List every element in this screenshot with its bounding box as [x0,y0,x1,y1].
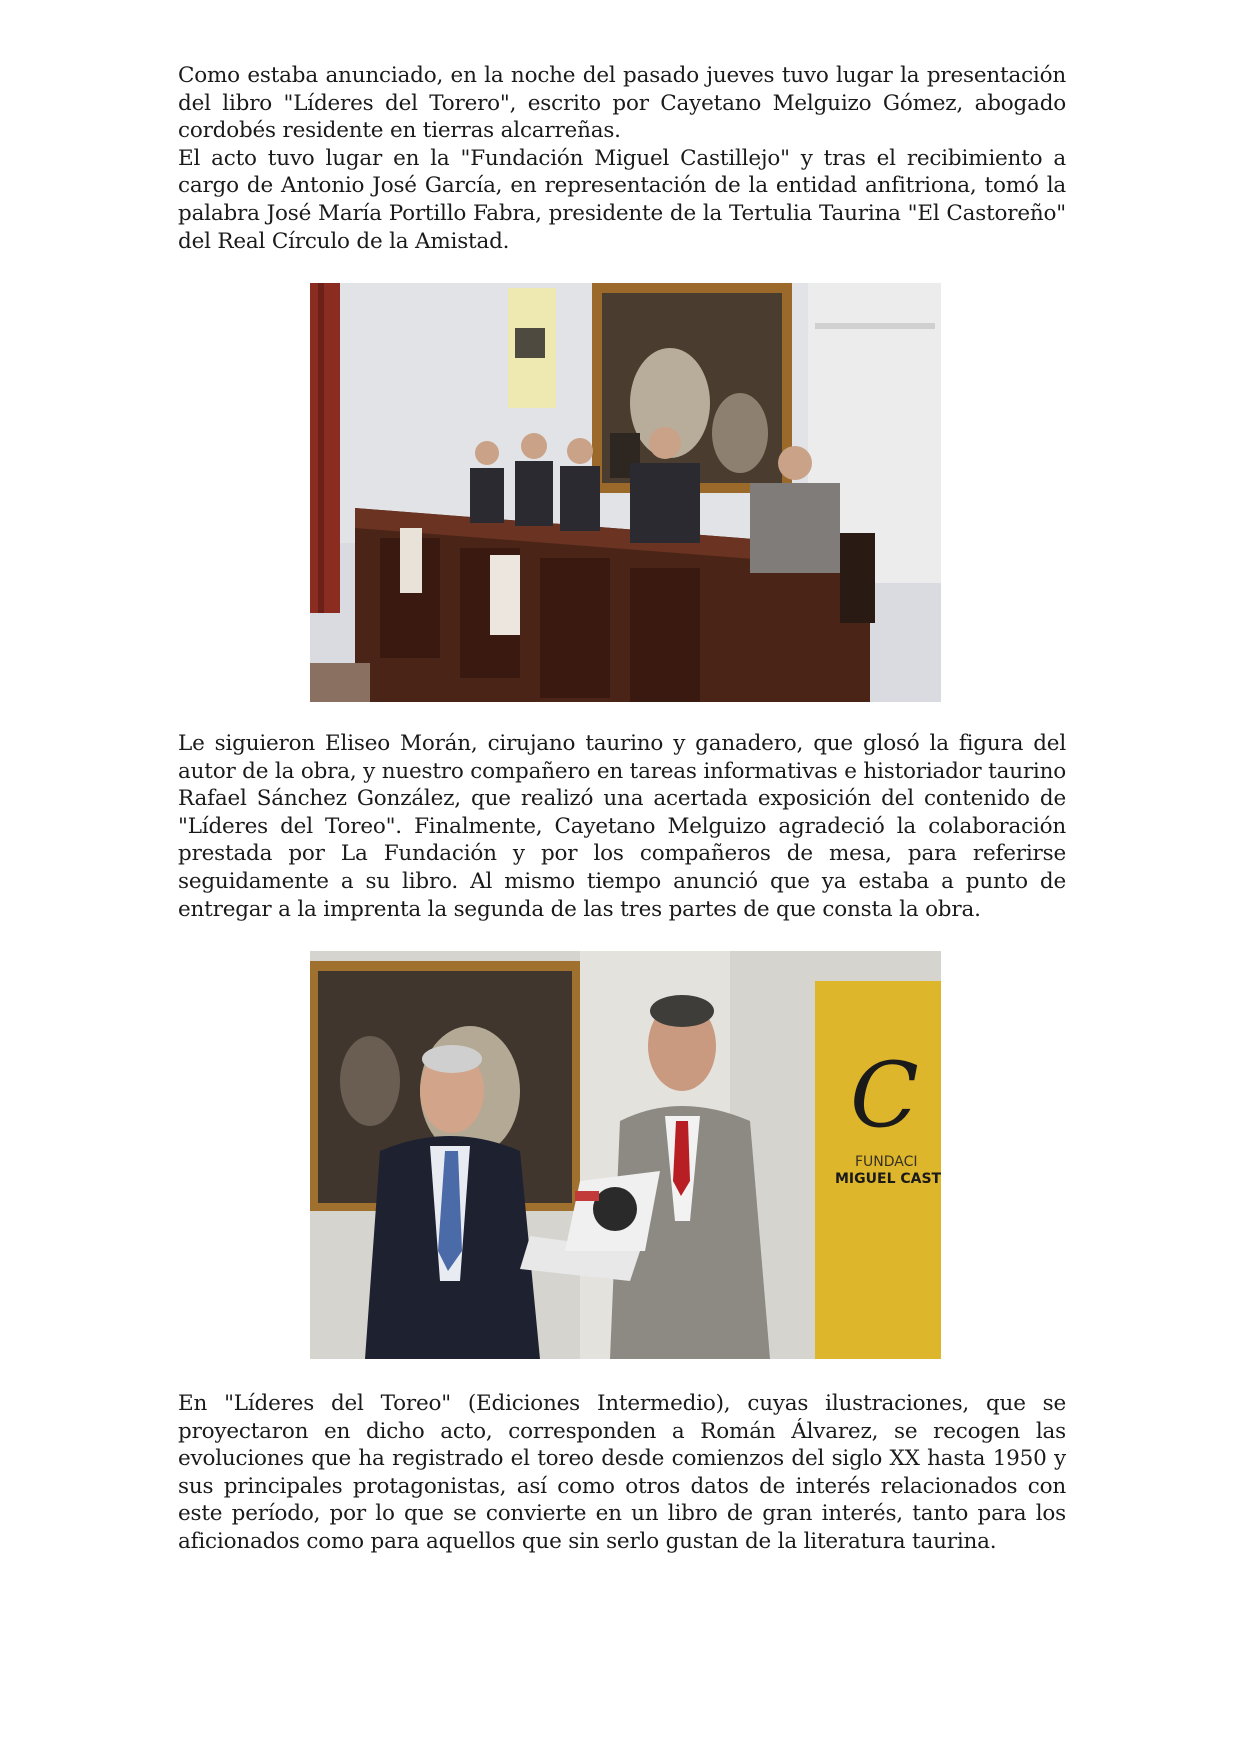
banner-text-line-2: MIGUEL CAST [835,1171,941,1187]
paragraph-speakers: Le siguieron Eliseo Morán, cirujano taurino y ganadero, que glosó la figura del autor de la obra, y nuestro compañero en tareas informativas e historiador taurino Rafael Sánchez González, que realizó una acertada exposición del contenido de "Líderes del Toreo". Finalmente, Cayetano Melguizo agradeció la colaboración prestada por La Fundación y por los compañeros de mesa, para referirse seguidamente a su libro. Al mismo tiempo anunció que ya estaba a punto de entregar a la imprenta la segunda de las tres partes de que consta la obra. [178,731,1066,922]
svg-text:C: C [850,1043,919,1148]
photo-book-presentation [310,951,941,1359]
paragraph-intro [178,62,1066,255]
paragraph-intro-line-1: Como estaba anunciado, en la noche del pasado jueves tuvo lugar la presentación del libro "Líderes del Torero", escrito por Cayetano Melguizo Gómez, abogado cordobés residente en tierras alcarreñas. [178,63,1066,144]
banner-text-line-1: FUNDACI [855,1154,918,1170]
paragraph-book-summary: En "Líderes del Toreo" (Ediciones Intermedio), cuyas ilustraciones, que se proyectaron en dicho acto, corresponden a Román Álvarez, se recogen las evoluciones que ha registrado el toreo desde comienzos del siglo XX hasta 1950 y sus principales protagonistas, así como otros datos de interés relacionados con este período, por lo que se convierte en un libro de gran interés, tanto para los aficionados como para aquellos que sin serlo gustan de la literatura taurina. [178,1391,1066,1554]
paragraph-intro-line-2: El acto tuvo lugar en la "Fundación Miguel Castillejo" y tras el recibimiento a cargo de Antonio José García, en representación de la entidad anfitriona, tomó la palabra José María Portillo Fabra, presidente de la Tertulia Taurina "El Castoreño" del Real Círculo de la Amistad. [178,145,1066,254]
photo-presentation-table [310,283,941,702]
